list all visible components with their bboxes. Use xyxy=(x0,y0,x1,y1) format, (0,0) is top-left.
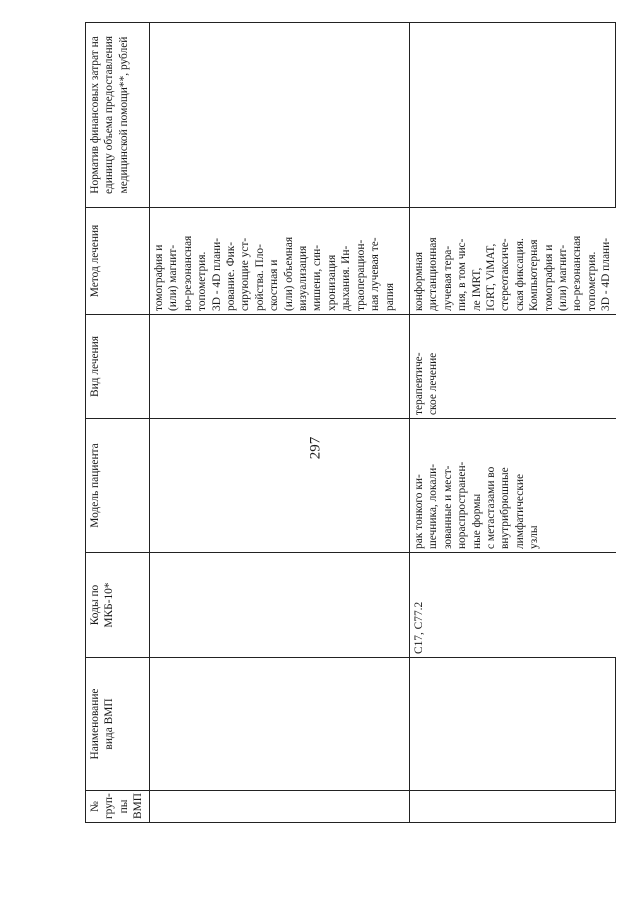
cell-vmp-name xyxy=(410,658,616,791)
cell-patient-model: рак тонкого ки- шечника, локали- зованные и мест- нораспространен- ные формы с метастазами во внутрибрюшные лимфатические узлы xyxy=(410,419,616,553)
table-header-row xyxy=(86,23,150,823)
header-treatment-method: Метод лечения xyxy=(86,208,150,315)
table-row xyxy=(410,23,616,823)
cell-group-no xyxy=(150,791,410,823)
cell-icd-codes xyxy=(150,553,410,658)
cell-icd-codes: C17, C77.2 xyxy=(410,553,616,658)
header-patient-model: Модель пациента xyxy=(86,419,150,553)
cell-group-no xyxy=(410,791,616,823)
header-group-no: № груп- пы ВМП xyxy=(86,791,150,823)
cell-financial-norm xyxy=(150,23,410,208)
cell-treatment-type xyxy=(150,315,410,419)
vmp-table xyxy=(85,22,616,823)
cell-treatment-method: томография и (или) магнит- но-резонансная топометрия. 3D - 4D плани- рование. Фик- сирующие уст- ройства. Пло- скостная и (или) объемная визуализация мишени, син- хронизация дыхания. Ин- траоперацион- ная лучевая те- рапия xyxy=(150,208,410,315)
cell-vmp-name xyxy=(150,658,410,791)
rotated-table-container xyxy=(85,23,613,823)
cell-treatment-type: терапевтиче- ское лечение xyxy=(410,315,616,419)
header-financial-norm: Норматив финансовых затрат на единицу объема предоставления медицинской помощи**, рублей xyxy=(86,23,150,208)
cell-treatment-method: конформная дистанционная лучевая тера- пия, в том чис- ле IMRT, IGRT, ViMAT, стереотаксиче- ская фиксация. Компьютерная томография и (или) магнит- но-резонансная топометрия. 3D - 4D плани- xyxy=(410,208,616,315)
page-number: 297 xyxy=(307,436,324,460)
cell-financial-norm xyxy=(410,23,616,208)
header-treatment-type: Вид лечения xyxy=(86,315,150,419)
table-row xyxy=(150,23,410,823)
header-icd-codes: Коды по МКБ-10* xyxy=(86,553,150,658)
cell-patient-model xyxy=(150,419,410,553)
header-vmp-name: Наименование вида ВМП xyxy=(86,658,150,791)
